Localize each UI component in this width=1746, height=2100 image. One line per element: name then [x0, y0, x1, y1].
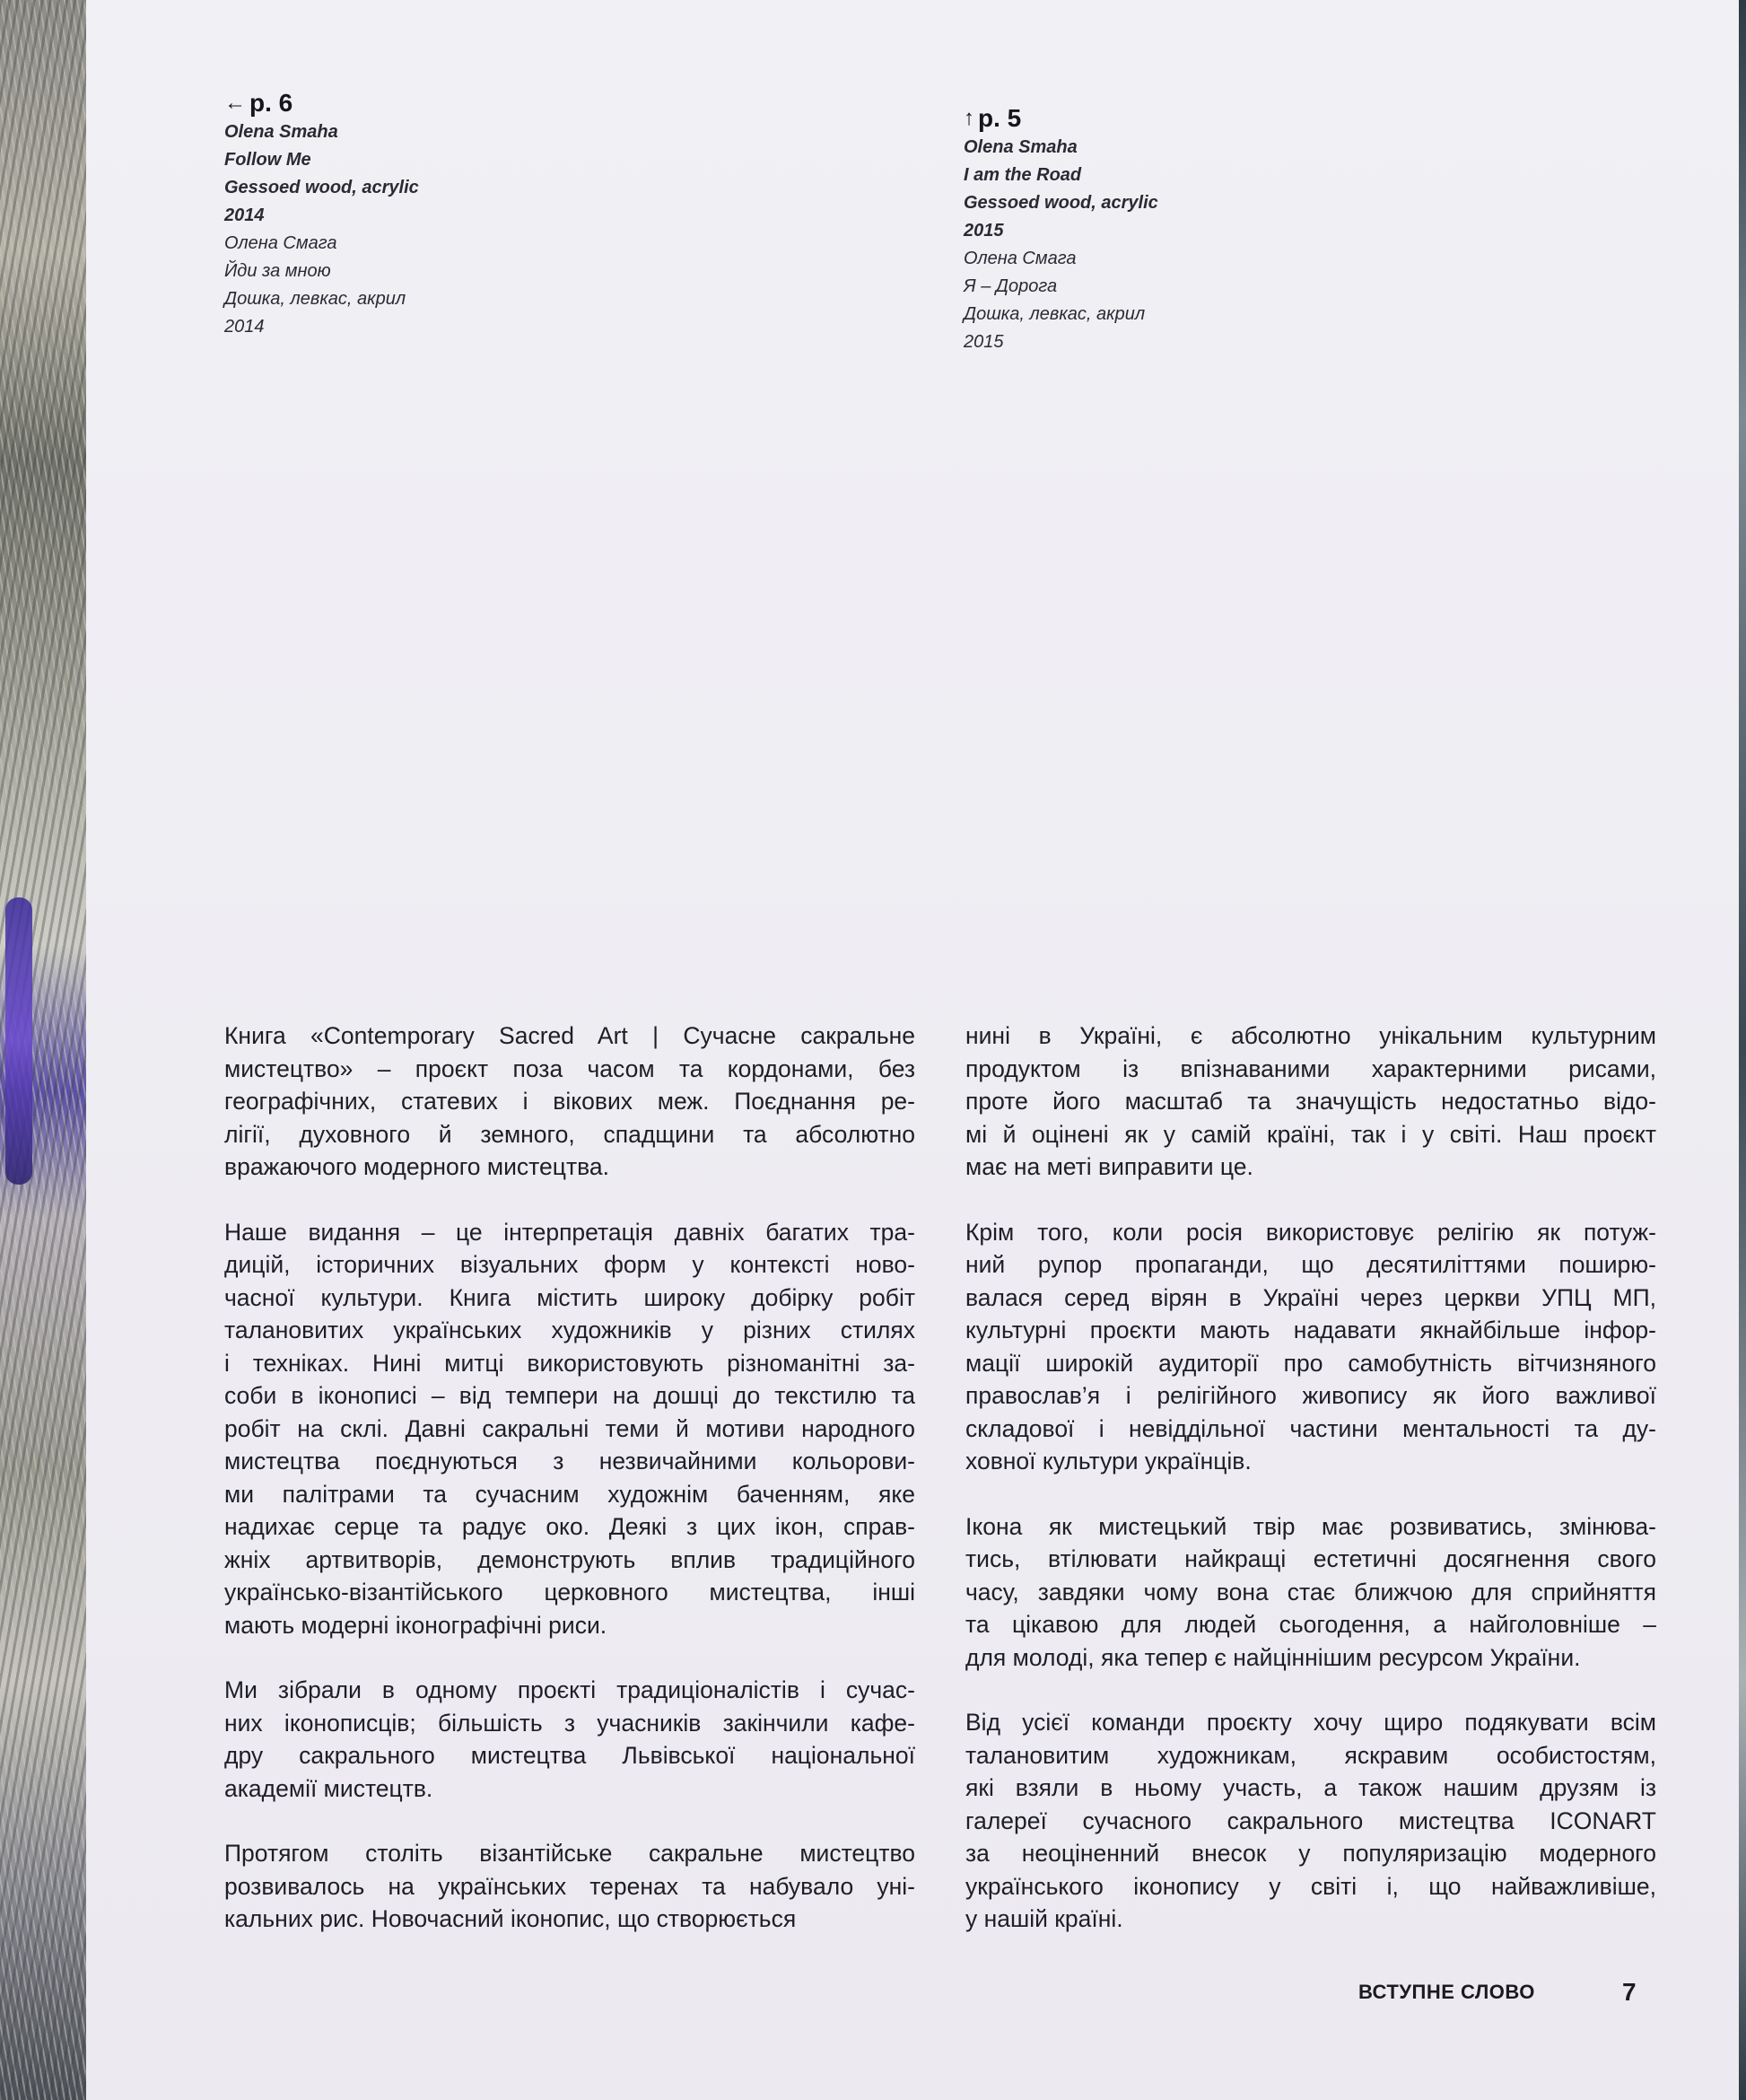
- caption-left-artist-ua: Олена Смага: [224, 233, 337, 253]
- body-line: за неоціненний внесок у популяризацію модерного: [965, 1840, 1656, 1867]
- caption-right-year-en: 2015: [964, 221, 1004, 241]
- body-line: ховної культури українців.: [965, 1448, 1252, 1474]
- body-paragraph: [965, 1510, 1656, 1675]
- body-line: православ’я і релігійного живопису як його важливої: [965, 1382, 1656, 1409]
- body-line: розвивалось на українських теренах та набувало уні-: [224, 1872, 915, 1900]
- caption-left-medium-ua: Дошка, левкас, акрил: [224, 289, 406, 309]
- caption-right-artist-ua: Олена Смага: [964, 249, 1077, 268]
- body-line: Крім того, коли росія використовує релігію як потуж-: [965, 1218, 1656, 1246]
- body-line: талановитим художникам, яскравим особистостям,: [965, 1741, 1656, 1769]
- body-line: географічних, статевих і вікових меж. Поєднання ре-: [224, 1088, 915, 1115]
- body-line: ний рупор пропаганди, що десятиліттями поширю-: [965, 1251, 1656, 1278]
- body-line: українського іконопису у світі і, що найважливіше,: [965, 1872, 1656, 1900]
- arrow-left-icon: ←: [224, 91, 246, 115]
- body-line: ми палітрами та сучасним художнім баченням, яке: [224, 1480, 915, 1508]
- arrow-up-icon: ↑: [964, 106, 974, 130]
- body-paragraph: [224, 1216, 915, 1642]
- body-line: тись, втілювати найкращі естетичні досягнення свого: [965, 1545, 1656, 1572]
- body-line: академії мистецтв.: [224, 1774, 433, 1802]
- body-line: мації широкій аудиторії про самобутність вітчизняного: [965, 1349, 1656, 1377]
- caption-right-medium-en: Gessoed wood, acrylic: [964, 193, 1158, 213]
- body-line: дицій, історичних візуальних форм у контексті ново-: [224, 1251, 915, 1278]
- body-line: для молоді, яка тепер є найціннішим ресурсом України.: [965, 1643, 1581, 1671]
- body-line: Від усієї команди проєкту хочу щиро подякувати всім: [965, 1709, 1656, 1736]
- body-line: жніх артвитворів, демонструють вплив традиційного: [224, 1545, 915, 1573]
- body-line: культурні проєкти мають надавати якнайбільше інфор-: [965, 1317, 1656, 1343]
- body-line: проте його масштаб та значущість недостатньо відо-: [965, 1088, 1656, 1115]
- body-line: галереї сучасного сакрального мистецтва ICONART: [965, 1807, 1656, 1834]
- body-line: дру сакрального мистецтва Львівської національної: [224, 1742, 915, 1769]
- body-line: Наше видання – це інтерпретація давніх багатих тра-: [224, 1218, 915, 1246]
- body-column-right: [965, 1019, 1656, 1968]
- caption-right-title-en: I am the Road: [964, 165, 1082, 185]
- caption-left-year-ua: 2014: [224, 317, 265, 337]
- right-page-edge: [1739, 0, 1746, 2100]
- caption-left-artist-en: Olena Smaha: [224, 122, 338, 142]
- body-line: надихає серце та радує око. Деякі з цих ікон, справ-: [224, 1513, 915, 1540]
- body-paragraph: [965, 1706, 1656, 1936]
- body-line: складової і невіддільної частини ментальності та ду-: [965, 1414, 1656, 1442]
- body-line: має на меті виправити це.: [965, 1153, 1253, 1180]
- body-line: робіт на склі. Давні сакральні теми й мотиви народного: [224, 1414, 915, 1442]
- body-line: валася серед вірян в Україні через церкви УПЦ МП,: [965, 1283, 1656, 1311]
- body-line: Ікона як мистецький твір має розвиватись, змінюва-: [965, 1512, 1656, 1540]
- body-paragraph: [224, 1837, 915, 1936]
- caption-right-artist-en: Olena Smaha: [964, 137, 1078, 157]
- body-line: які взяли в ньому участь, а також нашим друзям із: [965, 1774, 1656, 1801]
- caption-right-title-ua: Я – Дорога: [964, 276, 1058, 296]
- body-line: мі й оцінені як у самій країні, так і у світі. Наш проєкт: [965, 1120, 1656, 1148]
- body-line: продуктом із впізнаваними характерними рисами,: [965, 1054, 1656, 1082]
- caption-right-ref: ↑ p. 5: [964, 104, 1022, 132]
- body-line: Книга «Contemporary Sacred Art | Сучасне сакральне: [224, 1022, 915, 1049]
- body-paragraph: [224, 1019, 915, 1184]
- body-line: вражаючого модерного мистецтва.: [224, 1153, 609, 1180]
- body-line: у нашій країні.: [965, 1905, 1123, 1932]
- body-line: часної культури. Книга містить широку добірку робіт: [224, 1283, 915, 1311]
- caption-right-year-ua: 2015: [964, 332, 1004, 352]
- artwork-purple-accent: [5, 897, 32, 1185]
- body-paragraph: [965, 1216, 1656, 1478]
- body-line: кальних рис. Новочасний іконопис, що створюється: [224, 1905, 797, 1932]
- body-line: українсько-візантійського церковного мистецтва, інші: [224, 1579, 915, 1606]
- body-line: та цікавою для людей сьогодення, а найголовніше –: [965, 1611, 1656, 1638]
- body-line: Ми зібрали в одному проєкті традиціоналістів і сучас-: [224, 1676, 915, 1703]
- caption-right-medium-ua: Дошка, левкас, акрил: [964, 304, 1146, 324]
- body-line: талановитих українських художників у різних стилях: [224, 1317, 915, 1343]
- body-line: і техніках. Нині митці використовують різноманітні за-: [224, 1349, 915, 1377]
- caption-left: [224, 88, 419, 341]
- caption-left-ref: ← p. 6: [224, 89, 293, 117]
- body-line: лігії, духовного й земного, спадщини та абсолютно: [224, 1120, 915, 1148]
- body-paragraph: [224, 1674, 915, 1805]
- body-line: мистецтва поєднуються з незвичайними кольорови-: [224, 1448, 915, 1474]
- caption-left-medium-en: Gessoed wood, acrylic: [224, 178, 419, 197]
- body-column-left: [224, 1019, 915, 1968]
- caption-left-title-ua: Йди за мною: [224, 261, 331, 281]
- caption-left-year-en: 2014: [224, 206, 265, 225]
- page-number: 7: [1622, 1978, 1637, 2006]
- caption-right: [964, 103, 1158, 356]
- body-line: них іконописців; більшість з учасників закінчили кафе-: [224, 1709, 915, 1737]
- body-line: Протягом століть візантійське сакральне мистецтво: [224, 1840, 915, 1867]
- left-page-edge-artwork: [0, 0, 86, 2100]
- caption-left-title-en: Follow Me: [224, 150, 311, 170]
- body-line: мистецтво» – проєкт поза часом та кордонами, без: [224, 1054, 915, 1082]
- footer-section-title: ВСТУПНЕ СЛОВО: [1358, 1981, 1535, 2003]
- body-line: нині в Україні, є абсолютно унікальним культурним: [965, 1022, 1656, 1049]
- body-paragraph: [965, 1019, 1656, 1184]
- body-line: мають модерні іконографічні риси.: [224, 1611, 607, 1639]
- body-line: часу, завдяки чому вона стає ближчою для сприйняття: [965, 1578, 1656, 1606]
- body-line: соби в іконописі – від темпери на дошці до текстилю та: [224, 1382, 915, 1409]
